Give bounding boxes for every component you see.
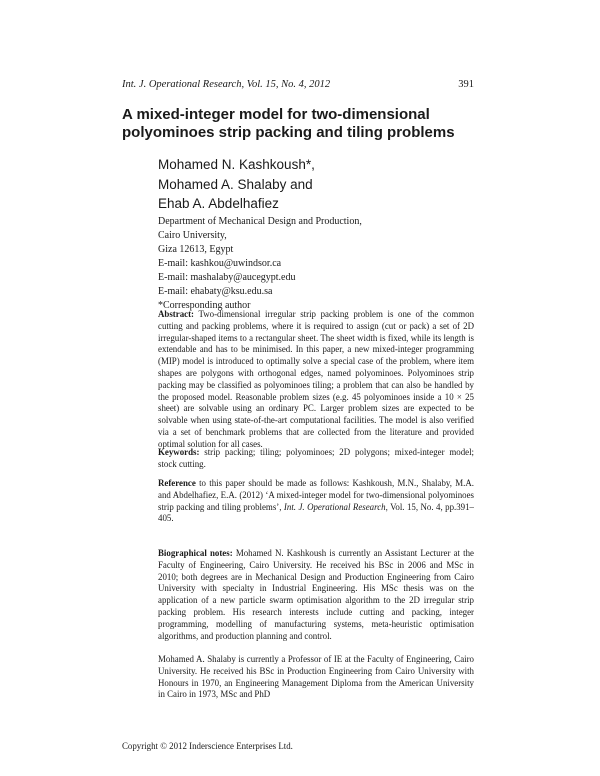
biographical-notes [158,548,474,642]
copyright: Copyright © 2012 Inderscience Enterprises Ltd. [122,741,293,751]
keywords-label: Keywords: [158,447,200,457]
affiliation-line: Cairo University, [158,230,227,241]
author: Mohamed A. Shalaby and [158,176,313,192]
bio-label: Biographical notes: [158,548,233,558]
abstract [158,309,474,451]
email: E-mail: mashalaby@aucegypt.edu [158,272,296,283]
email: E-mail: ehabaty@ksu.edu.sa [158,286,273,297]
reference-label: Reference [158,478,196,488]
author: Mohamed N. Kashkoush*, [158,157,315,172]
author: Ehab A. Abdelhafiez [158,196,279,211]
author-list [158,155,315,214]
biographical-notes-2: Mohamed A. Shalaby is currently a Professor of IE at the Faculty of Engineering, Cairo University. He received his BSc in Production Engineering from Cairo University with Honours in 1970, an Engineering Management Diploma from the American University in Cairo in 1973, MSc and PhD [158,654,474,700]
reference-tail: , Vol. 15, No. 4, pp.391–405. [158,501,474,524]
reference-journal: Int. J. Operational Research [283,501,386,512]
reference [158,478,474,525]
keywords-text: strip packing; tiling; polyominoes; 2D polygons; mixed-integer model; stock cutting. [158,447,474,469]
journal-citation: Int. J. Operational Research, Vol. 15, No. 4, 2012 [122,79,331,90]
bio-text: Mohamed N. Kashkoush is currently an Assistant Lecturer at the Faculty of Engineering, Cairo University. He received his BSc in 2006 and MSc in 2010; both degrees are in Mechanical Design and Production Engineering from Cairo University with specialty in Industrial Engineering. His MSc thesis was on the application of a new particle swarm optimisation algorithm to the 2D irregular strip packing problem. His research interests include cutting and packing, integer programming, modelling of manufacturing systems, meta-heuristic optimisation algorithms, and production planning and control. [158,548,475,641]
affiliation-line: Giza 12613, Egypt [158,244,234,255]
email: E-mail: kashkou@uwindsor.ca [158,258,282,269]
paper-title: A mixed-integer model for two-dimensional polyominoes strip packing and tiling problems [122,106,455,141]
corresponding-note: *Corresponding author [158,300,251,311]
affiliation [158,215,362,313]
affiliation-line: Department of Mechanical Design and Production, [158,216,362,227]
abstract-text: Two-dimensional irregular strip packing problem is one of the common cutting and packing problems, where it is required to assign (cut or pack) a set of 2D irregular-shaped items to a rectangular sheet. The sheet width is fixed, while its length is extendable and has to be minimised. In this paper, a new mixed-integer programming (MIP) model is introduced to optimally solve a special case of the problem, where item shapes are polygons with orthogonal edges, named polyominoes. Polyominoes strip packing may be classified as polyominoes tiling; a problem that can also be handled by the proposed model. Reasonable problem sizes (e.g. 45 polyominoes inside a 10 × 25 sheet) are solvable using an ordinary PC. Larger problem sizes are expected to be solvable when using state-of-the-art computational facilities. The model is also verified via a set of benchmark problems that are collected from the literature and provided optimal solution for all cases. [158,309,475,449]
page-number: 391 [458,79,474,90]
keywords [158,447,474,471]
reference-text: to this paper should be made as follows: Kashkoush, M.N., Shalaby, M.A. and Abdelhafiez, E.A. (2012) ‘A mixed-integer model for two-dimensional polyominoes strip packing and tiling problems’, [158,478,475,512]
abstract-label: Abstract: [158,309,194,319]
running-header [122,79,474,90]
